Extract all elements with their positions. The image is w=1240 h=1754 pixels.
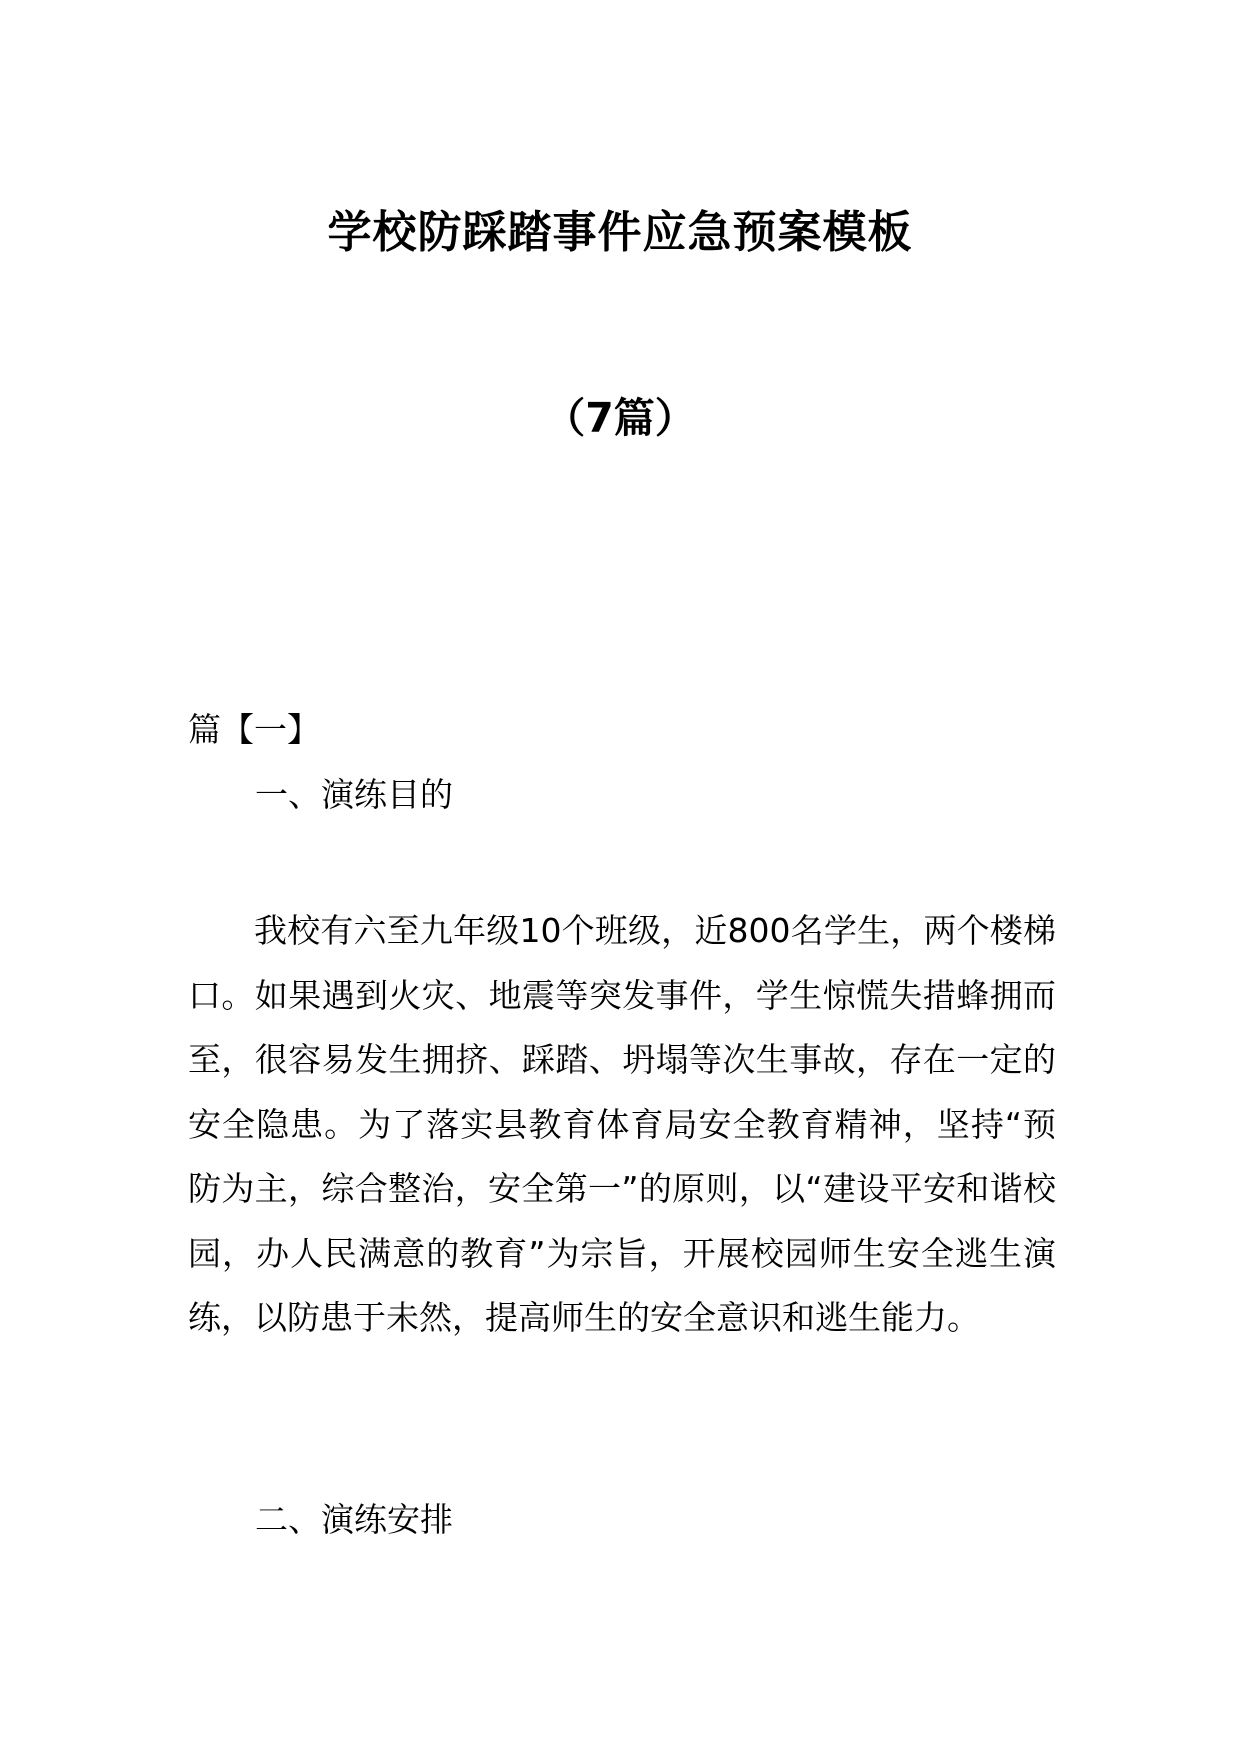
section-heading-purpose: 一、演练目的 (255, 775, 453, 814)
section-heading-arrangement: 二、演练安排 (255, 1500, 453, 1539)
document-title: 学校防踩踏事件应急预案模板 (327, 207, 913, 258)
document-subtitle: （7篇） (544, 394, 696, 442)
section-label: 篇【一】 (188, 710, 320, 749)
body-paragraph: 我校有六至九年级10个班级，近800名学生，两个楼梯口。如果遇到火灾、地震等突发事件，学生惊慌失措蜂拥而至，很容易发生拥挤、踩踏、坍塌等次生事故，存在一定的安全隐患。为了落实县教育体育局安全教育精神，坚持“预防为主，综合整治，安全第一”的原则，以“建设平安和谐校园，办人民满意的教育”为宗旨，开展校园师生安全逃生演练，以防患于未然，提高师生的安全意识和逃生能力。 (188, 911, 1056, 1337)
